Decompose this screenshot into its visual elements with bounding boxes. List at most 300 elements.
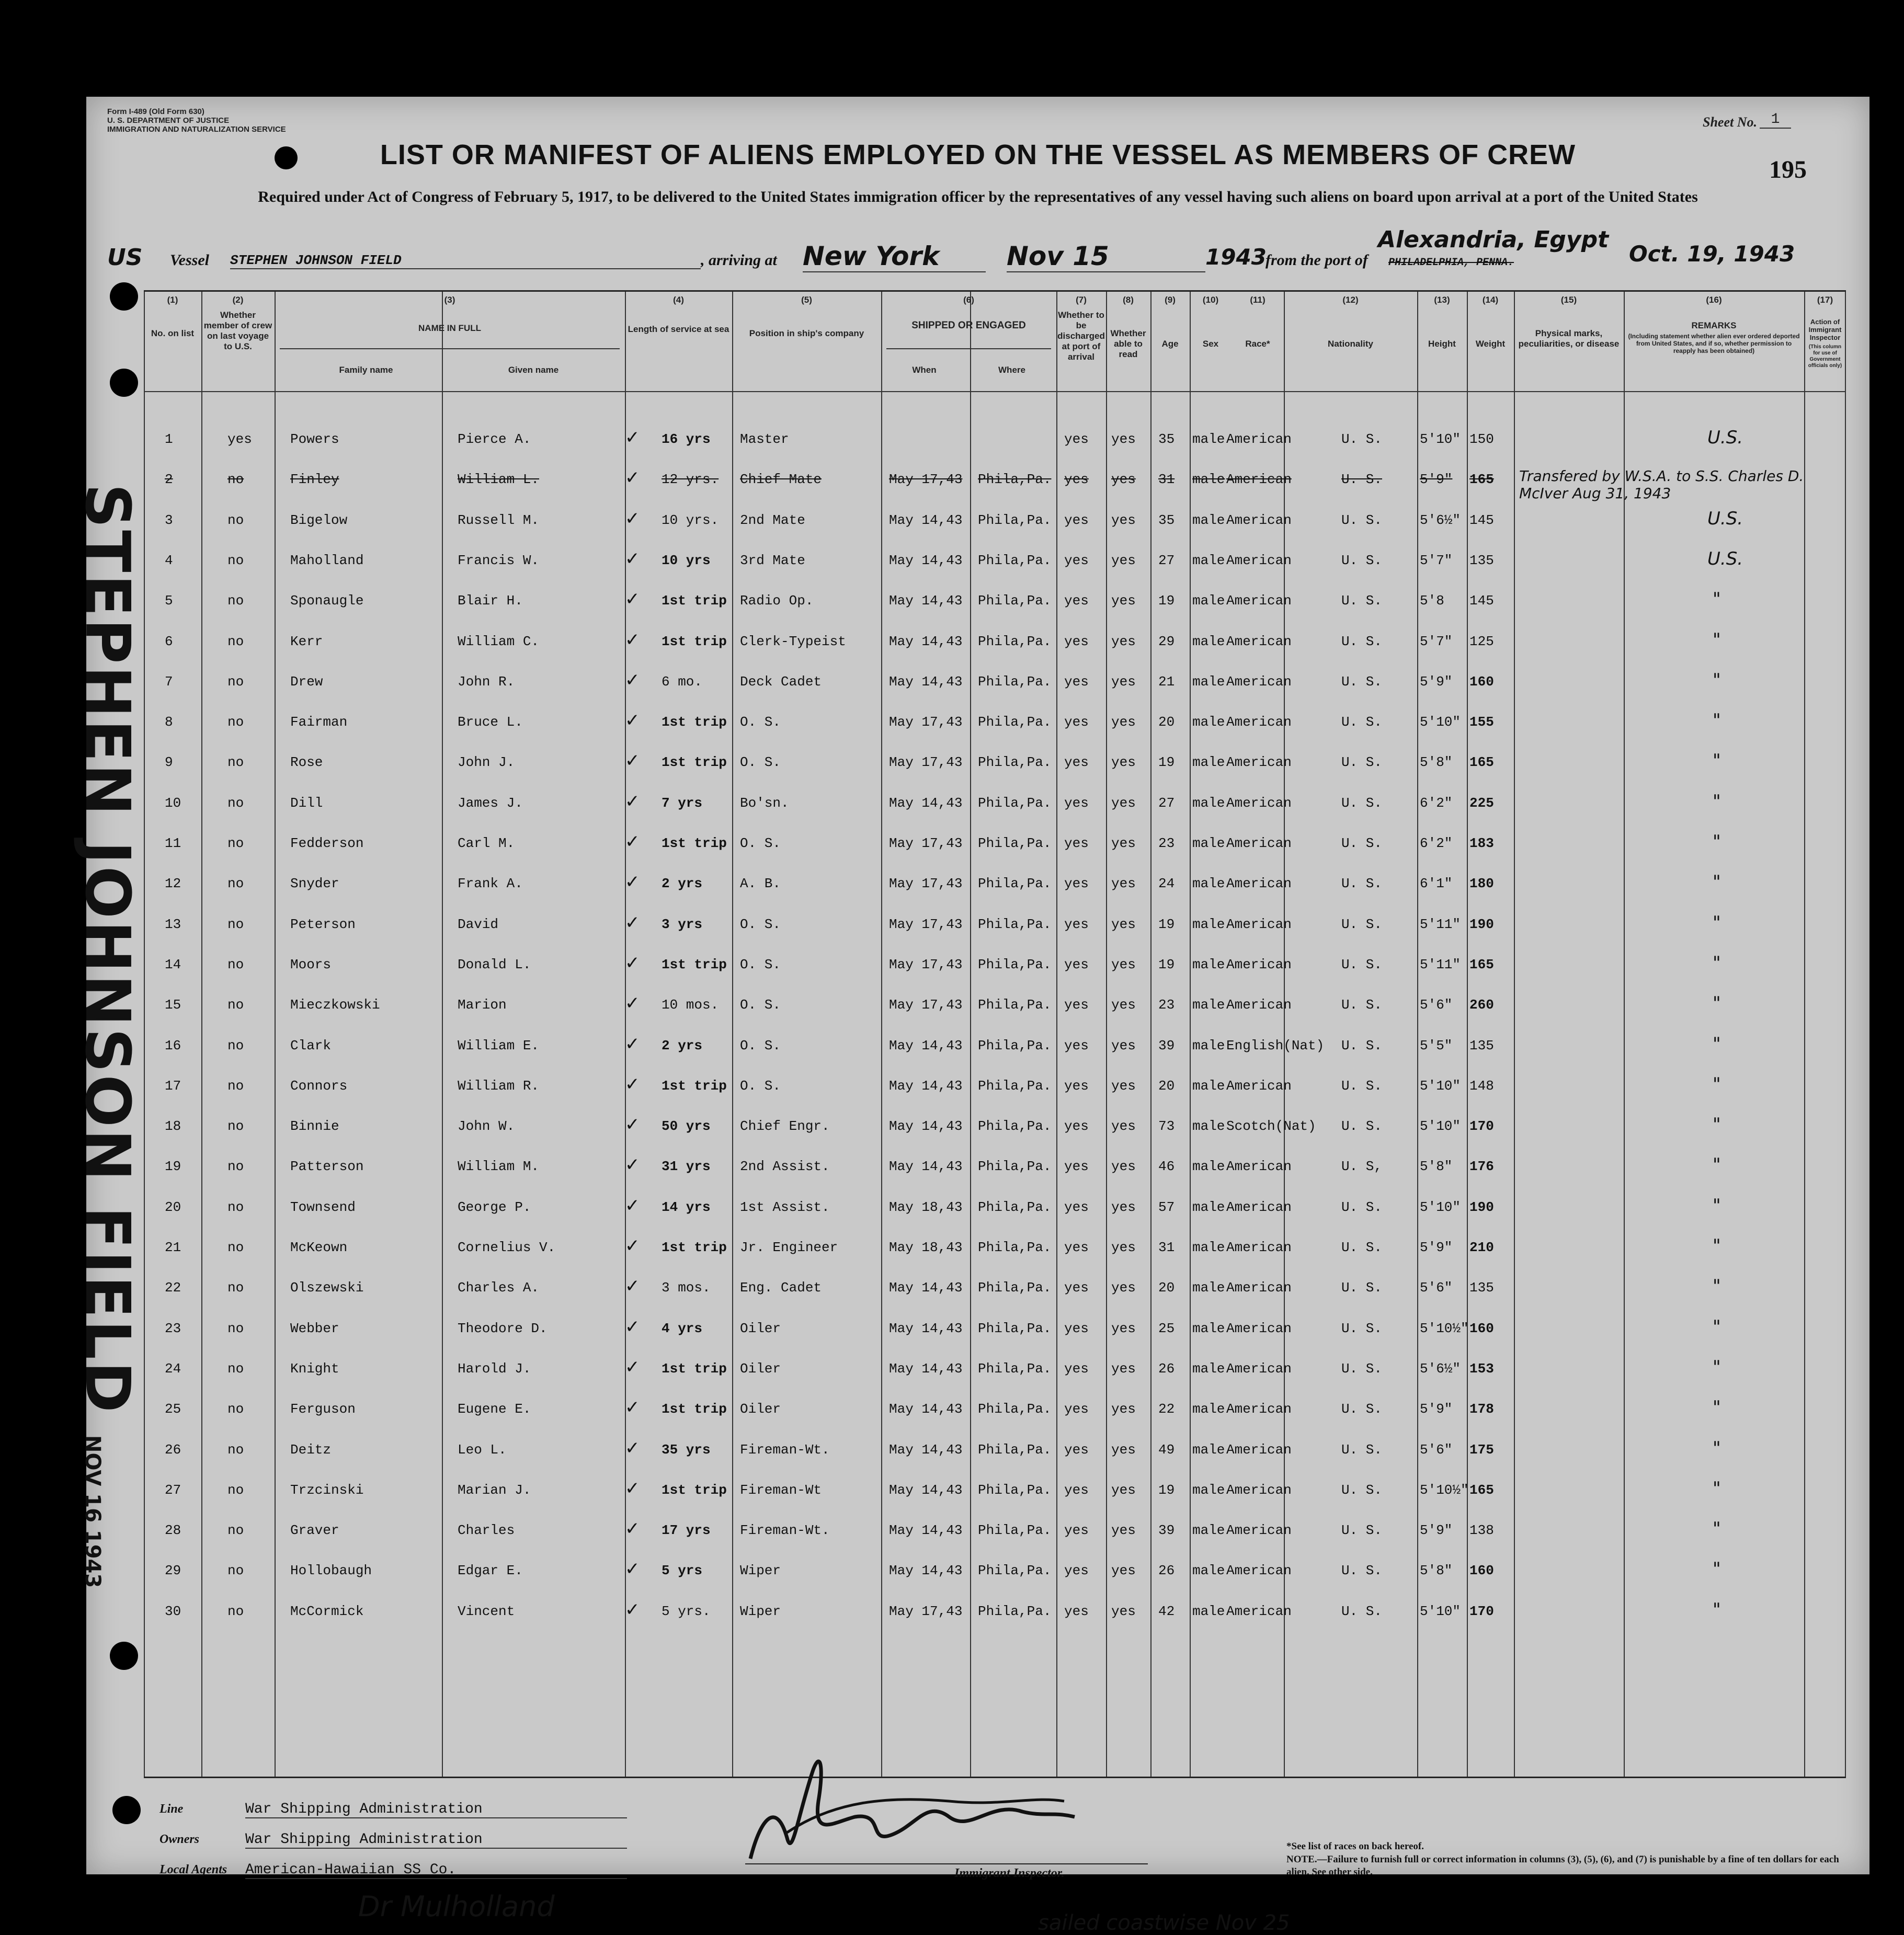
height-cell: 5'11" [1420,916,1461,932]
family-name-cell: Kerr [290,633,323,649]
last-voyage-cell: no [227,1482,244,1498]
table-row [144,945,1846,986]
remark-cell: " [1713,952,1721,974]
given-name-cell: William L. [458,472,540,488]
remark-cell: Transfered by W.S.A. to S.S. Charles D. McIver Aug 31, 1943 [1519,467,1804,502]
family-name-cell: McCormick [290,1603,364,1619]
position-cell: 1st Assist. [740,1199,830,1215]
last-voyage-cell: no [227,633,244,649]
weight-cell: 165 [1469,956,1494,972]
checkmark-icon: ✓ [625,548,640,569]
age-cell: 57 [1158,1199,1175,1215]
col-num-10: (10) [1202,295,1219,305]
vessel-label: Vessel [170,251,209,269]
height-cell: 6'2" [1420,835,1453,851]
row-number-cell: 25 [165,1401,181,1417]
weight-cell: 170 [1469,1118,1494,1135]
remark-cell: " [1713,1033,1721,1055]
family-name-cell: Drew [290,673,323,690]
table-row [144,784,1846,824]
height-cell: 6'2" [1420,795,1453,811]
length-of-service-cell: 1st trip [662,1482,727,1498]
height-cell: 5'7" [1420,633,1453,649]
family-name-cell: Rose [290,754,323,771]
shipped-when-cell: May 14,43 [889,1360,963,1377]
position-cell: O. S. [740,956,781,972]
checkmark-icon: ✓ [625,1073,640,1095]
table-row [144,1471,1846,1511]
arrival-date: Nov 15 [1007,241,1205,272]
table-row [144,1268,1846,1309]
nationality-cell: U. S. [1341,1078,1383,1094]
length-of-service-cell: 5 yrs [662,1563,703,1579]
given-name-cell: John R. [458,673,515,690]
remark-cell: " [1713,791,1721,812]
checkmark-icon: ✓ [625,952,640,974]
given-name-cell: Pierce A. [458,431,531,447]
able-to-read-cell: yes [1111,876,1136,892]
sheet-number: 1 [1760,111,1791,129]
page-number: 195 [1769,156,1807,184]
race-cell: American [1226,1441,1292,1458]
age-cell: 20 [1158,1280,1175,1296]
height-cell: 5'8 [1420,593,1444,609]
punch-hole [110,282,138,311]
col-num-15: (15) [1560,295,1577,305]
position-cell: O. S. [740,1037,781,1054]
discharged-cell: yes [1064,956,1089,972]
sex-cell: male [1192,1280,1225,1296]
discharged-cell: yes [1064,1320,1089,1336]
weight-cell: 155 [1469,714,1494,730]
last-voyage-cell: no [227,916,244,932]
header-nationality: Nationality [1328,339,1373,349]
discharged-cell: yes [1064,1199,1089,1215]
age-cell: 21 [1158,673,1175,690]
length-of-service-cell: 12 yrs. [662,472,719,488]
age-cell: 35 [1158,431,1175,447]
weight-cell: 175 [1469,1441,1494,1458]
given-name-cell: Marion [458,997,507,1013]
row-number-cell: 20 [165,1199,181,1215]
punch-hole [110,1642,138,1670]
age-cell: 31 [1158,1240,1175,1255]
sex-cell: male [1192,1037,1225,1054]
discharged-cell: yes [1064,1280,1089,1296]
age-cell: 19 [1158,916,1175,932]
header-last-voyage: Whether member of crew on last voyage to U.S. [203,310,272,351]
able-to-read-cell: yes [1111,633,1136,649]
shipped-where-cell: Phila,Pa. [978,552,1052,568]
discharged-cell: yes [1064,795,1089,811]
discharged-cell: yes [1064,1159,1089,1175]
remark-cell: " [1713,872,1721,893]
row-number-cell: 17 [165,1078,181,1094]
last-voyage-cell: no [227,1320,244,1336]
shipped-when-cell: May 14,43 [889,1522,963,1539]
shipped-when-cell: May 14,43 [889,1280,963,1296]
discharged-cell: yes [1064,593,1089,609]
able-to-read-cell: yes [1111,552,1136,568]
age-cell: 39 [1158,1522,1175,1539]
height-cell: 5'8" [1420,1563,1453,1579]
nationality-cell: U. S. [1341,1603,1383,1619]
table-row [144,1147,1846,1187]
length-of-service-cell: 1st trip [662,956,727,972]
arrival-year: 1943 [1205,244,1267,270]
last-voyage-cell: no [227,997,244,1013]
able-to-read-cell: yes [1111,1320,1136,1336]
weight-cell: 150 [1469,431,1494,447]
remark-cell: " [1713,912,1721,933]
discharged-cell: yes [1064,1563,1089,1579]
length-of-service-cell: 10 mos. [662,997,719,1013]
row-number-cell: 8 [165,714,173,730]
footer-owners [159,1831,627,1849]
handwritten-dr-note: Dr Mulholland [358,1890,555,1923]
checkmark-icon: ✓ [625,1114,640,1136]
manifest-sheet [72,97,1869,1935]
remark-cell: U.S. [1707,427,1743,448]
sex-cell: male [1192,1441,1225,1458]
shipped-when-cell: May 14,43 [889,593,963,609]
shipped-when-cell: May 17,43 [889,714,963,730]
age-cell: 31 [1158,472,1175,488]
able-to-read-cell: yes [1111,1603,1136,1619]
shipped-where-cell: Phila,Pa. [978,956,1052,972]
race-cell: American [1226,1482,1292,1498]
sex-cell: male [1192,1360,1225,1377]
sex-cell: male [1192,795,1225,811]
table-row [144,1430,1846,1471]
position-cell: Wiper [740,1563,781,1579]
sex-cell: male [1192,673,1225,690]
age-cell: 46 [1158,1159,1175,1175]
discharged-cell: yes [1064,1441,1089,1458]
sex-cell: male [1192,876,1225,892]
given-name-cell: Charles [458,1522,515,1539]
shipped-when-cell: May 17,43 [889,956,963,972]
discharged-cell: yes [1064,1482,1089,1498]
position-cell: Oiler [740,1401,781,1417]
last-voyage-cell: no [227,1441,244,1458]
nationality-cell: U. S. [1341,472,1383,488]
weight-cell: 165 [1469,472,1494,488]
owners-value: War Shipping Administration [245,1831,627,1849]
footer-agents [159,1862,627,1879]
nationality-cell: U. S. [1341,1118,1383,1135]
sex-cell: male [1192,1199,1225,1215]
discharged-cell: yes [1064,997,1089,1013]
remark-cell: " [1713,1518,1721,1540]
weight-cell: 135 [1469,1037,1494,1054]
last-voyage-cell: no [227,1240,244,1255]
shipped-where-cell: Phila,Pa. [978,1563,1052,1579]
height-cell: 5'5" [1420,1037,1453,1054]
shipped-when-cell: May 17,43 [889,997,963,1013]
nationality-cell: U. S. [1341,1037,1383,1054]
age-cell: 19 [1158,956,1175,972]
table-row [144,1551,1846,1591]
row-number-cell: 27 [165,1482,181,1498]
height-cell: 5'10" [1420,1078,1461,1094]
position-cell: Fireman-Wt. [740,1441,830,1458]
last-voyage-cell: no [227,1118,244,1135]
remark-cell: " [1713,629,1721,650]
shipped-when-cell: May 14,43 [889,1563,963,1579]
length-of-service-cell: 35 yrs [662,1441,711,1458]
checkmark-icon: ✓ [625,831,640,852]
given-name-cell: William M. [458,1159,540,1175]
last-voyage-cell: no [227,1563,244,1579]
weight-cell: 148 [1469,1078,1494,1094]
height-cell: 5'10" [1420,714,1461,730]
row-number-cell: 18 [165,1118,181,1135]
nationality-cell: U. S. [1341,1240,1383,1255]
race-cell: American [1226,835,1292,851]
remark-cell: " [1713,1073,1721,1095]
table-row [144,1349,1846,1390]
race-cell: American [1226,1159,1292,1175]
race-cell: American [1226,1078,1292,1094]
owners-label: Owners [159,1833,200,1846]
remark-cell: " [1713,1397,1721,1418]
discharged-cell: yes [1064,1360,1089,1377]
age-cell: 26 [1158,1360,1175,1377]
weight-cell: 153 [1469,1360,1494,1377]
height-cell: 5'10½" [1420,1320,1469,1336]
checkmark-icon: ✓ [625,750,640,772]
position-cell: 2nd Assist. [740,1159,830,1175]
table-row [144,864,1846,904]
length-of-service-cell: 3 yrs [662,916,703,932]
header-weight: Weight [1475,339,1506,349]
family-name-cell: Maholland [290,552,364,568]
shipped-where-cell: Phila,Pa. [978,754,1052,771]
weight-cell: 160 [1469,1320,1494,1336]
form-identifier: Form I-489 (Old Form 630) U. S. DEPARTMENT OF JUSTICE IMMIGRATION AND NATURALIZATION SERVICE [107,107,286,134]
checkmark-icon: ✓ [625,1397,640,1418]
shipped-where-cell: Phila,Pa. [978,795,1052,811]
race-cell: American [1226,593,1292,609]
length-of-service-cell: 10 yrs [662,552,711,568]
weight-cell: 178 [1469,1401,1494,1417]
checkmark-icon: ✓ [625,629,640,650]
nationality-cell: U. S. [1341,916,1383,932]
able-to-read-cell: yes [1111,593,1136,609]
height-cell: 5'9" [1420,472,1453,488]
height-cell: 5'6" [1420,1280,1453,1296]
shipped-when-cell: May 17,43 [889,916,963,932]
height-cell: 5'9" [1420,1522,1453,1539]
race-cell: Scotch(Nat) [1226,1118,1316,1135]
position-cell: 2nd Mate [740,512,805,528]
table-row [144,420,1846,460]
given-name-cell: Francis W. [458,552,540,568]
nationality-cell: U. S. [1341,673,1383,690]
given-name-cell: William R. [458,1078,540,1094]
row-number-cell: 19 [165,1159,181,1175]
height-cell: 5'6" [1420,1441,1453,1458]
sex-cell: male [1192,1118,1225,1135]
margin-vessel-name: STEPHEN JOHNSON FIELD [72,484,144,1415]
row-number-cell: 28 [165,1522,181,1539]
sex-cell: male [1192,1320,1225,1336]
row-number-cell: 21 [165,1240,181,1255]
race-cell: American [1226,1360,1292,1377]
note-penalty: NOTE.—Failure to furnish full or correct information in columns (3), (5), (6), and (7) is punishable by a fine of ten dollars for each alien. See other side. [1286,1854,1839,1877]
col-num-12: (12) [1342,295,1359,305]
discharged-cell: yes [1064,512,1089,528]
family-name-cell: Webber [290,1320,339,1336]
last-voyage-cell: no [227,472,244,488]
family-name-cell: Graver [290,1522,339,1539]
arriving-label: , arriving at [701,251,777,269]
shipped-when-cell: May 14,43 [889,1118,963,1135]
able-to-read-cell: yes [1111,1280,1136,1296]
discharged-cell: yes [1064,472,1089,488]
family-name-cell: Hollobaugh [290,1563,372,1579]
sex-cell: male [1192,633,1225,649]
header-when: When [912,365,937,375]
nationality-cell: U. S, [1341,1159,1383,1175]
row-number-cell: 4 [165,552,173,568]
height-cell: 5'9" [1420,1401,1453,1417]
nationality-cell: U. S. [1341,431,1383,447]
shipped-when-cell: May 14,43 [889,1401,963,1417]
vessel-line [107,226,1849,280]
able-to-read-cell: yes [1111,1118,1136,1135]
sex-cell: male [1192,956,1225,972]
able-to-read-cell: yes [1111,1199,1136,1215]
row-number-cell: 1 [165,431,173,447]
shipped-when-cell: May 14,43 [889,1482,963,1498]
length-of-service-cell: 10 yrs. [662,512,719,528]
shipped-when-cell: May 17,43 [889,472,963,488]
shipped-where-cell: Phila,Pa. [978,1401,1052,1417]
shipped-where-cell: Phila,Pa. [978,1159,1052,1175]
remark-cell: " [1713,669,1721,691]
weight-cell: 170 [1469,1603,1494,1619]
vessel-name: STEPHEN JOHNSON FIELD [230,253,701,269]
weight-cell: 138 [1469,1522,1494,1539]
shipped-where-cell: Phila,Pa. [978,876,1052,892]
shipped-where-cell: Phila,Pa. [978,1482,1052,1498]
able-to-read-cell: yes [1111,1482,1136,1498]
able-to-read-cell: yes [1111,795,1136,811]
last-voyage-cell: no [227,673,244,690]
length-of-service-cell: 1st trip [662,1078,727,1094]
remark-cell: " [1713,1356,1721,1378]
position-cell: A. B. [740,876,781,892]
table-row [144,1309,1846,1349]
family-name-cell: Mieczkowski [290,997,380,1013]
able-to-read-cell: yes [1111,835,1136,851]
arrival-port: New York [803,241,986,272]
length-of-service-cell: 17 yrs [662,1522,711,1539]
shipped-when-cell: May 18,43 [889,1199,963,1215]
departure-date: Oct. 19, 1943 [1629,241,1795,267]
given-name-cell: John J. [458,754,515,771]
length-of-service-cell: 1st trip [662,1360,727,1377]
nationality-cell: U. S. [1341,795,1383,811]
discharged-cell: yes [1064,1401,1089,1417]
row-number-cell: 29 [165,1563,181,1579]
inspector-label: Immigrant Inspector. [954,1867,1065,1880]
age-cell: 23 [1158,997,1175,1013]
age-cell: 19 [1158,593,1175,609]
sex-cell: male [1192,1522,1225,1539]
position-cell: Chief Engr. [740,1118,830,1135]
race-cell: American [1226,714,1292,730]
checkmark-icon: ✓ [625,710,640,731]
checkmark-icon: ✓ [625,1518,640,1540]
checkmark-icon: ✓ [625,1356,640,1378]
handwritten-sailed-note: sailed coastwise Nov 25 [1038,1911,1290,1935]
shipped-when-cell: May 14,43 [889,1037,963,1054]
last-voyage-cell: no [227,714,244,730]
nationality-cell: U. S. [1341,512,1383,528]
height-cell: 5'9" [1420,1240,1453,1255]
note-races: *See list of races on back hereof. [1286,1841,1424,1852]
col-num-1: (1) [167,295,178,305]
family-name-cell: Olszewski [290,1280,364,1296]
last-voyage-cell: no [227,593,244,609]
remark-cell: " [1713,1276,1721,1297]
sex-cell: male [1192,512,1225,528]
family-name-cell: Ferguson [290,1401,356,1417]
able-to-read-cell: yes [1111,1037,1136,1054]
remark-cell: " [1713,589,1721,610]
shipped-where-cell: Phila,Pa. [978,835,1052,851]
nationality-cell: U. S. [1341,1401,1383,1417]
race-cell: American [1226,512,1292,528]
race-cell: American [1226,1240,1292,1255]
height-cell: 6'1" [1420,876,1453,892]
table-row [144,824,1846,864]
discharged-cell: yes [1064,673,1089,690]
last-voyage-cell: no [227,1522,244,1539]
header-position: Position in ship's company [749,328,864,338]
remark-cell: U.S. [1707,508,1743,529]
family-name-cell: Finley [290,472,339,488]
checkmark-icon: ✓ [625,1437,640,1459]
header-shipped-engaged: SHIPPED OR ENGAGED [911,320,1026,331]
nationality-cell: U. S. [1341,1441,1383,1458]
position-cell: Oiler [740,1360,781,1377]
age-cell: 19 [1158,754,1175,771]
shipped-when-cell: May 17,43 [889,876,963,892]
header-height: Height [1428,339,1456,349]
sex-cell: male [1192,1401,1225,1417]
page-subtitle: Required under Act of Congress of February 5, 1917, to be delivered to the United States immigration officer by the representatives of any vessel having such aliens on board upon arrival at a port of the United States [258,188,1698,205]
header-physical: Physical marks, peculiarities, or disease [1518,328,1620,349]
table-row [144,1107,1846,1147]
discharged-cell: yes [1064,916,1089,932]
position-cell: O. S. [740,1078,781,1094]
given-name-cell: James J. [458,795,523,811]
checkmark-icon: ✓ [625,791,640,812]
remark-cell: " [1713,1114,1721,1136]
race-cell: American [1226,472,1292,488]
remark-cell: " [1713,1154,1721,1176]
length-of-service-cell: 5 yrs. [662,1603,711,1619]
family-name-cell: Knight [290,1360,339,1377]
shipped-where-cell: Phila,Pa. [978,916,1052,932]
family-name-cell: Fairman [290,714,348,730]
col-num-13: (13) [1434,295,1450,305]
sex-cell: male [1192,754,1225,771]
